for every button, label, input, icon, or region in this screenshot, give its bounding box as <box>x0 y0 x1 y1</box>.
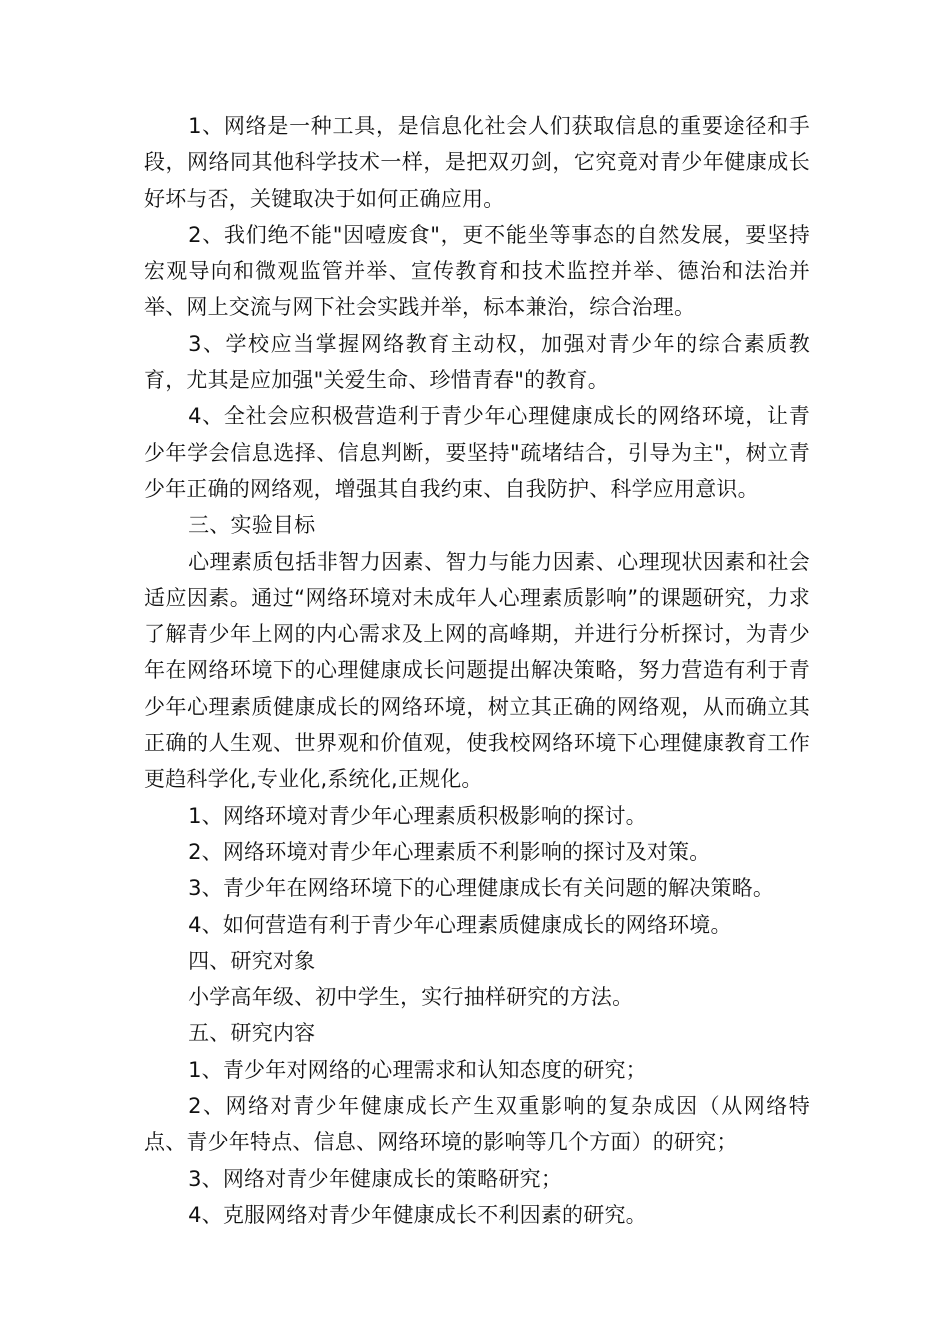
section-heading-experiment-goals: 三、实验目标 <box>188 513 316 538</box>
paragraph-content-2: 2、网络对青少年健康成长产生双重影响的复杂成因（从网络特点、青少年特点、信息、网络环境的影响等几个方面）的研究； <box>144 1094 810 1155</box>
paragraph-goal-2: 2、网络环境对青少年心理素质不利影响的探讨及对策。 <box>188 839 711 864</box>
paragraph-content-4: 4、克服网络对青少年健康成长不利因素的研究。 <box>188 1202 647 1227</box>
paragraph-content-1: 1、青少年对网络的心理需求和认知态度的研究； <box>188 1057 647 1082</box>
section-heading-research-content: 五、研究内容 <box>188 1021 316 1046</box>
paragraph-measure-4: 4、全社会应积极营造利于青少年心理健康成长的网络环境，让青少年学会信息选择、信息判断，要坚持"疏堵结合，引导为主"，树立青少年正确的网络观，增强其自我约束、自我防护、科学应用意识。 <box>144 404 810 501</box>
paragraph-goal-1: 1、网络环境对青少年心理素质积极影响的探讨。 <box>188 803 647 828</box>
paragraph-goal-4: 4、如何营造有利于青少年心理素质健康成长的网络环境。 <box>188 912 732 937</box>
paragraph-subjects: 小学高年级、初中学生，实行抽样研究的方法。 <box>188 985 634 1010</box>
paragraph-goal-3: 3、青少年在网络环境下的心理健康成长有关问题的解决策略。 <box>188 876 775 901</box>
document-body <box>144 108 810 1233</box>
paragraph-content-3: 3、网络对青少年健康成长的策略研究； <box>188 1166 563 1191</box>
paragraph-measure-3: 3、学校应当掌握网络教育主动权，加强对青少年的综合素质教育，尤其是应加强"关爱生命、珍惜青春"的教育。 <box>144 331 810 393</box>
paragraph-measure-1: 1、网络是一种工具，是信息化社会人们获取信息的重要途径和手段，网络同其他科学技术一样，是把双刃剑，它究竟对青少年健康成长好坏与否，关键取决于如何正确应用。 <box>144 114 810 211</box>
section-heading-research-subjects: 四、研究对象 <box>188 948 316 973</box>
paragraph-measure-2: 2、我们绝不能"因噎废食"，更不能坐等事态的自然发展，要坚持宏观导向和微观监管并举、宣传教育和技术监控并举、德治和法治并举、网上交流与网下社会实践并举，标本兼治，综合治理。 <box>144 222 810 320</box>
paragraph-goals-intro: 心理素质包括非智力因素、智力与能力因素、心理现状因素和社会适应因素。通过“网络环境对未成年人心理素质影响”的课题研究，力求了解青少年上网的内心需求及上网的高峰期，并进行分析探讨，为青少年在网络环境下的心理健康成长问题提出解决策略，努力营造有利于青少年心理素质健康成长的网络环境，树立其正确的网络观，从而确立其正确的人生观、世界观和价值观，使我校网络环境下心理健康教育工作更趋科学化,专业化,系统化,正规化。 <box>144 549 810 792</box>
